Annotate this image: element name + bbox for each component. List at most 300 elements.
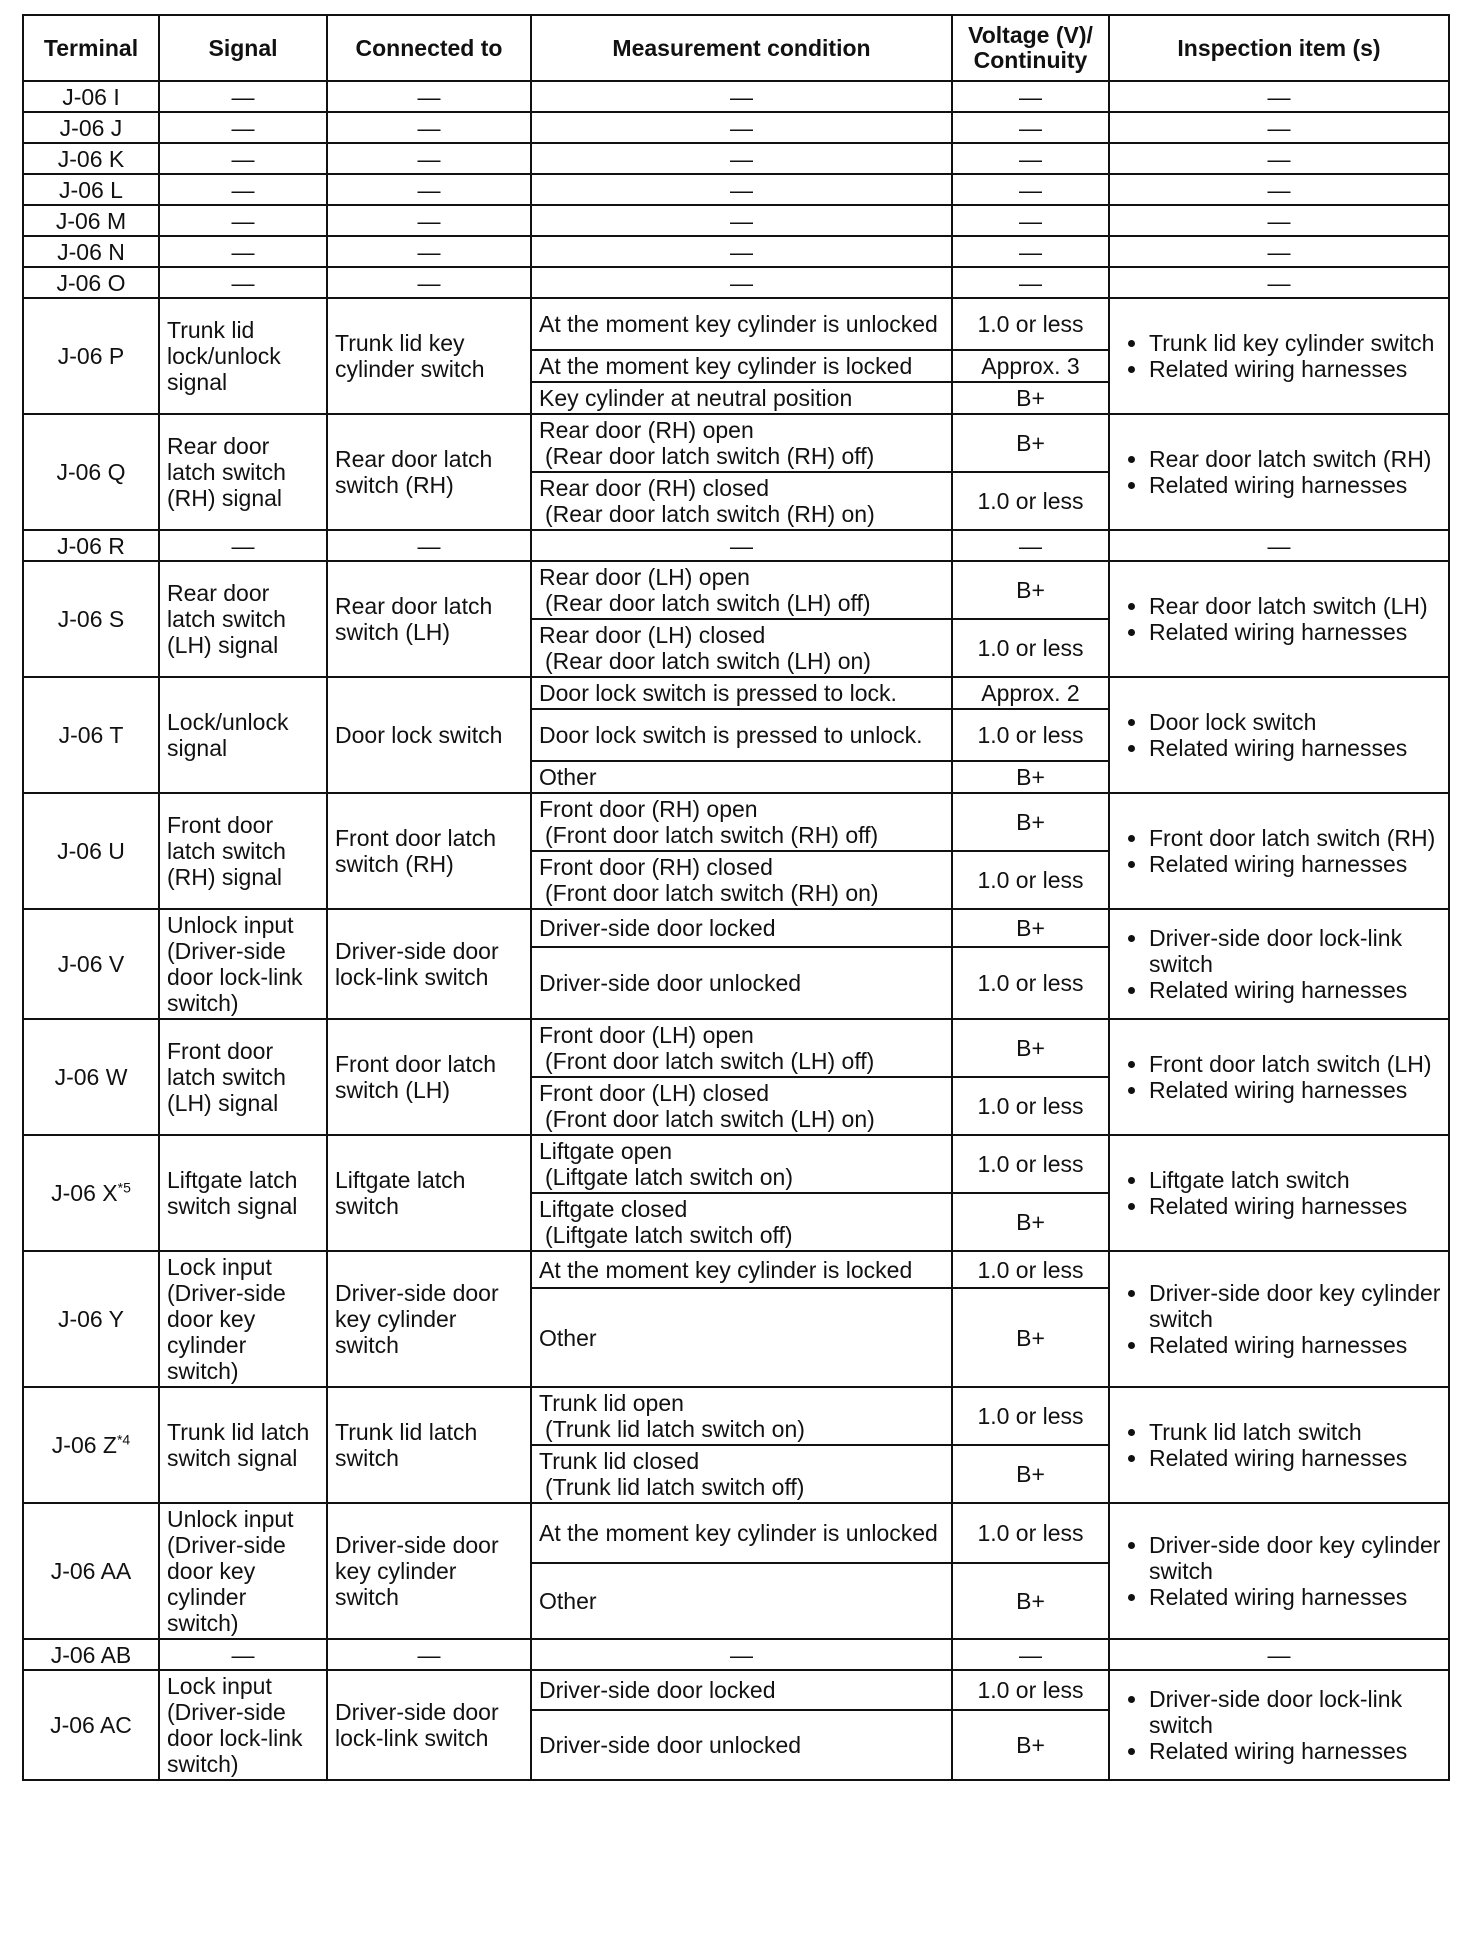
- condition-text: —: [730, 207, 753, 234]
- inspection-item-list: [1117, 709, 1441, 761]
- connected-to-cell: Rear door latch switch (RH): [327, 414, 531, 530]
- terminal-footnote: *4: [116, 1431, 131, 1448]
- connected-to-cell: —: [327, 267, 531, 298]
- signal-cell: —: [159, 143, 327, 174]
- inspection-items-cell: [1109, 81, 1449, 112]
- terminal-cell: [23, 1503, 159, 1639]
- condition-text: At the moment key cylinder is locked: [539, 353, 913, 379]
- inspection-item-list: [1117, 593, 1441, 645]
- condition-text: Other: [539, 1324, 597, 1351]
- condition-text: —: [730, 269, 753, 296]
- inspection-item: • Trunk lid latch switch: [1149, 1419, 1441, 1445]
- table-row: [23, 1503, 1449, 1563]
- measurement-condition-cell: [531, 1503, 952, 1563]
- table-row: [23, 298, 1449, 350]
- voltage-continuity-cell: B+: [952, 761, 1109, 793]
- condition-text: Rear door (LH) closed: [539, 622, 766, 648]
- voltage-continuity-cell: —: [952, 236, 1109, 267]
- signal-cell: Liftgate latch switch signal: [159, 1135, 327, 1251]
- voltage-continuity-cell: 1.0 or less: [952, 1077, 1109, 1135]
- inspection-item-list: [1117, 1280, 1441, 1358]
- measurement-condition-cell: [531, 298, 952, 350]
- signal-cell: Lock/unlock signal: [159, 677, 327, 793]
- table-row: [23, 561, 1449, 619]
- condition-subtext: (Rear door latch switch (RH) off): [545, 443, 875, 469]
- terminal-cell: [23, 1019, 159, 1135]
- inspection-items-cell: [1109, 236, 1449, 267]
- connected-to-cell: Driver-side door lock-link switch: [327, 1670, 531, 1780]
- measurement-condition-cell: [531, 205, 952, 236]
- header-terminal: Terminal: [23, 15, 159, 81]
- measurement-condition-cell: [531, 851, 952, 909]
- terminal-label: J-06 Y: [57, 1306, 125, 1332]
- inspection-item: • Related wiring harnesses: [1149, 851, 1441, 877]
- inspection-items-cell: [1109, 530, 1449, 561]
- inspection-item: —: [1267, 176, 1291, 203]
- inspection-item: • Door lock switch: [1149, 709, 1441, 735]
- measurement-condition-cell: [531, 619, 952, 677]
- voltage-continuity-cell: 1.0 or less: [952, 1670, 1109, 1710]
- condition-text: Trunk lid open: [539, 1390, 684, 1416]
- measurement-condition-cell: [531, 709, 952, 761]
- condition-text: —: [730, 114, 753, 141]
- inspection-item: —: [1267, 532, 1291, 559]
- dash-row: [23, 174, 1449, 205]
- voltage-continuity-cell: B+: [952, 1019, 1109, 1077]
- condition-text: Driver-side door locked: [539, 915, 776, 942]
- condition-subtext: (Front door latch switch (LH) on): [545, 1106, 875, 1132]
- table-row: [23, 1387, 1449, 1445]
- connected-to-cell: —: [327, 112, 531, 143]
- voltage-continuity-cell: —: [952, 530, 1109, 561]
- voltage-continuity-cell: 1.0 or less: [952, 472, 1109, 530]
- terminal-cell: [23, 909, 159, 1019]
- connected-to-cell: —: [327, 81, 531, 112]
- measurement-condition-cell: [531, 414, 952, 472]
- voltage-continuity-cell: 1.0 or less: [952, 947, 1109, 1019]
- measurement-condition-cell: [531, 1251, 952, 1288]
- measurement-condition-cell: [531, 1639, 952, 1670]
- measurement-condition-cell: [531, 561, 952, 619]
- table-row: [23, 909, 1449, 947]
- voltage-continuity-cell: Approx. 2: [952, 677, 1109, 709]
- condition-text: Other: [539, 764, 597, 790]
- header-row: [23, 15, 1449, 81]
- inspection-item: —: [1267, 207, 1291, 234]
- connected-to-cell: —: [327, 205, 531, 236]
- table-row: [23, 1251, 1449, 1288]
- inspection-item: • Related wiring harnesses: [1149, 1332, 1441, 1358]
- inspection-item: • Related wiring harnesses: [1149, 472, 1441, 498]
- voltage-continuity-cell: 1.0 or less: [952, 298, 1109, 350]
- inspection-item: • Driver-side door key cylinder switch: [1149, 1280, 1441, 1332]
- inspection-item: • Related wiring harnesses: [1149, 619, 1441, 645]
- condition-text: Liftgate closed: [539, 1196, 688, 1222]
- condition-text: Driver-side door unlocked: [539, 970, 802, 997]
- inspection-item: • Front door latch switch (LH): [1149, 1051, 1441, 1077]
- voltage-continuity-cell: —: [952, 174, 1109, 205]
- condition-text: —: [730, 532, 753, 559]
- measurement-condition-cell: [531, 267, 952, 298]
- voltage-continuity-cell: —: [952, 1639, 1109, 1670]
- signal-cell: Rear door latch switch (LH) signal: [159, 561, 327, 677]
- inspection-item: —: [1267, 114, 1291, 141]
- dash-row: [23, 236, 1449, 267]
- table-row: [23, 1135, 1449, 1193]
- measurement-condition-cell: [531, 1019, 952, 1077]
- measurement-condition-cell: [531, 1670, 952, 1710]
- terminal-label: J-06 P: [57, 343, 125, 369]
- terminal-cell: [23, 298, 159, 414]
- connected-to-cell: Front door latch switch (LH): [327, 1019, 531, 1135]
- inspection-item: • Driver-side door lock-link switch: [1149, 925, 1441, 977]
- terminal-label: J-06 L: [59, 176, 123, 203]
- voltage-continuity-cell: —: [952, 267, 1109, 298]
- connected-to-cell: Rear door latch switch (LH): [327, 561, 531, 677]
- condition-subtext: (Front door latch switch (RH) on): [545, 880, 879, 906]
- terminal-footnote: *5: [117, 1179, 131, 1196]
- condition-text: At the moment key cylinder is unlocked: [539, 1519, 938, 1546]
- header-measurement-condition: Measurement condition: [531, 15, 952, 81]
- signal-cell: Front door latch switch (LH) signal: [159, 1019, 327, 1135]
- measurement-condition-cell: [531, 1193, 952, 1251]
- terminal-label: J-06 J: [59, 114, 123, 141]
- inspection-items-cell: [1109, 909, 1449, 1019]
- terminal-cell: [23, 236, 159, 267]
- inspection-item: • Liftgate latch switch: [1149, 1167, 1441, 1193]
- terminal-inspection-table: [22, 14, 1450, 1781]
- connected-to-cell: Trunk lid key cylinder switch: [327, 298, 531, 414]
- signal-cell: —: [159, 112, 327, 143]
- inspection-item: • Related wiring harnesses: [1149, 1445, 1441, 1471]
- inspection-items-cell: [1109, 1019, 1449, 1135]
- signal-cell: —: [159, 236, 327, 267]
- condition-text: —: [730, 145, 753, 172]
- measurement-condition-cell: [531, 530, 952, 561]
- connected-to-cell: Driver-side door lock-link switch: [327, 909, 531, 1019]
- inspection-item: —: [1267, 238, 1291, 265]
- voltage-continuity-cell: B+: [952, 414, 1109, 472]
- inspection-items-cell: [1109, 1251, 1449, 1387]
- voltage-continuity-cell: B+: [952, 793, 1109, 851]
- measurement-condition-cell: [531, 1077, 952, 1135]
- condition-text: Front door (LH) closed: [539, 1080, 770, 1106]
- condition-subtext: (Rear door latch switch (LH) off): [545, 590, 871, 616]
- measurement-condition-cell: [531, 143, 952, 174]
- terminal-label: J-06 Z: [51, 1432, 117, 1458]
- inspection-items-cell: [1109, 298, 1449, 414]
- condition-text: Driver-side door unlocked: [539, 1731, 802, 1758]
- dash-row: [23, 205, 1449, 236]
- measurement-condition-cell: [531, 472, 952, 530]
- connected-to-cell: Driver-side door key cylinder switch: [327, 1503, 531, 1639]
- measurement-condition-cell: [531, 1563, 952, 1639]
- condition-subtext: (Trunk lid latch switch on): [545, 1416, 805, 1442]
- signal-cell: —: [159, 81, 327, 112]
- condition-text: —: [730, 176, 753, 203]
- inspection-items-cell: [1109, 112, 1449, 143]
- voltage-continuity-cell: 1.0 or less: [952, 1251, 1109, 1288]
- terminal-label: J-06 W: [54, 1064, 128, 1090]
- voltage-continuity-cell: B+: [952, 1445, 1109, 1503]
- connected-to-cell: —: [327, 236, 531, 267]
- voltage-continuity-cell: 1.0 or less: [952, 1135, 1109, 1193]
- connected-to-cell: Trunk lid latch switch: [327, 1387, 531, 1503]
- voltage-continuity-cell: 1.0 or less: [952, 851, 1109, 909]
- measurement-condition-cell: [531, 793, 952, 851]
- connected-to-cell: —: [327, 143, 531, 174]
- voltage-continuity-cell: 1.0 or less: [952, 619, 1109, 677]
- inspection-item: • Related wiring harnesses: [1149, 977, 1441, 1003]
- voltage-continuity-cell: B+: [952, 382, 1109, 414]
- terminal-cell: [23, 793, 159, 909]
- dash-row: [23, 81, 1449, 112]
- terminal-label: J-06 Q: [56, 459, 126, 485]
- inspection-item: • Related wiring harnesses: [1149, 1738, 1441, 1764]
- voltage-continuity-cell: B+: [952, 1563, 1109, 1639]
- signal-cell: —: [159, 174, 327, 205]
- inspection-item: —: [1267, 145, 1291, 172]
- measurement-condition-cell: [531, 1445, 952, 1503]
- signal-cell: Trunk lid latch switch signal: [159, 1387, 327, 1503]
- condition-text: —: [730, 1641, 753, 1668]
- terminal-cell: [23, 1251, 159, 1387]
- header-voltage-continuity: [952, 15, 1109, 81]
- signal-cell: Unlock input (Driver-side door lock-link switch): [159, 909, 327, 1019]
- inspection-item: • Related wiring harnesses: [1149, 1193, 1441, 1219]
- inspection-item-list: [1117, 446, 1441, 498]
- inspection-item: • Driver-side door key cylinder switch: [1149, 1532, 1441, 1584]
- inspection-items-cell: [1109, 143, 1449, 174]
- inspection-item: • Rear door latch switch (RH): [1149, 446, 1441, 472]
- terminal-label: J-06 O: [56, 269, 126, 296]
- terminal-label: J-06 AA: [50, 1558, 132, 1584]
- inspection-item: • Related wiring harnesses: [1149, 735, 1441, 761]
- inspection-item-list: [1117, 1419, 1441, 1471]
- condition-text: At the moment key cylinder is locked: [539, 1256, 913, 1283]
- inspection-items-cell: [1109, 561, 1449, 677]
- header-signal: Signal: [159, 15, 327, 81]
- inspection-item: —: [1267, 1641, 1291, 1668]
- terminal-cell: [23, 267, 159, 298]
- condition-subtext: (Liftgate latch switch on): [545, 1164, 794, 1190]
- inspection-items-cell: [1109, 1503, 1449, 1639]
- header-connected-to: Connected to: [327, 15, 531, 81]
- inspection-item: • Front door latch switch (RH): [1149, 825, 1441, 851]
- voltage-continuity-cell: B+: [952, 561, 1109, 619]
- terminal-label: J-06 AB: [50, 1641, 132, 1668]
- measurement-condition-cell: [531, 1710, 952, 1780]
- voltage-continuity-cell: 1.0 or less: [952, 1503, 1109, 1563]
- inspection-items-cell: [1109, 677, 1449, 793]
- signal-cell: Front door latch switch (RH) signal: [159, 793, 327, 909]
- header-voltage-line1: Voltage (V)/: [968, 22, 1093, 48]
- condition-text: —: [730, 238, 753, 265]
- inspection-item: • Related wiring harnesses: [1149, 356, 1441, 382]
- terminal-cell: [23, 143, 159, 174]
- terminal-cell: [23, 174, 159, 205]
- terminal-label: J-06 R: [57, 532, 125, 559]
- condition-subtext: (Rear door latch switch (RH) on): [545, 501, 875, 527]
- voltage-continuity-cell: B+: [952, 1710, 1109, 1780]
- signal-cell: Rear door latch switch (RH) signal: [159, 414, 327, 530]
- inspection-items-cell: [1109, 793, 1449, 909]
- inspection-item: • Driver-side door lock-link switch: [1149, 1686, 1441, 1738]
- measurement-condition-cell: [531, 81, 952, 112]
- table-row: [23, 677, 1449, 709]
- condition-text: Front door (RH) open: [539, 796, 758, 822]
- inspection-item: —: [1267, 83, 1291, 110]
- table-row: [23, 414, 1449, 472]
- connected-to-cell: Liftgate latch switch: [327, 1135, 531, 1251]
- condition-subtext: (Front door latch switch (RH) off): [545, 822, 879, 848]
- connected-to-cell: Driver-side door key cylinder switch: [327, 1251, 531, 1387]
- voltage-continuity-cell: Approx. 3: [952, 350, 1109, 382]
- condition-subtext: (Liftgate latch switch off): [545, 1222, 793, 1248]
- inspection-items-cell: [1109, 414, 1449, 530]
- terminal-label: J-06 X: [51, 1180, 118, 1206]
- measurement-condition-cell: [531, 350, 952, 382]
- terminal-cell: [23, 81, 159, 112]
- dash-row: [23, 112, 1449, 143]
- measurement-condition-cell: [531, 947, 952, 1019]
- inspection-item: • Related wiring harnesses: [1149, 1077, 1441, 1103]
- terminal-label: J-06 M: [55, 207, 127, 234]
- terminal-label: J-06 K: [57, 145, 125, 172]
- terminal-label: J-06 I: [62, 83, 120, 110]
- terminal-label: J-06 T: [58, 722, 124, 748]
- condition-text: Front door (RH) closed: [539, 854, 773, 880]
- measurement-condition-cell: [531, 1135, 952, 1193]
- connected-to-cell: —: [327, 1639, 531, 1670]
- inspection-items-cell: [1109, 1670, 1449, 1780]
- inspection-item: • Rear door latch switch (LH): [1149, 593, 1441, 619]
- condition-text: —: [730, 83, 753, 110]
- voltage-continuity-cell: —: [952, 81, 1109, 112]
- measurement-condition-cell: [531, 236, 952, 267]
- voltage-continuity-cell: —: [952, 205, 1109, 236]
- terminal-label: J-06 N: [57, 238, 125, 265]
- signal-cell: Lock input (Driver-side door lock-link switch): [159, 1670, 327, 1780]
- voltage-continuity-cell: B+: [952, 1288, 1109, 1387]
- inspection-items-cell: [1109, 1135, 1449, 1251]
- signal-cell: —: [159, 530, 327, 561]
- condition-text: Key cylinder at neutral position: [539, 385, 853, 411]
- terminal-cell: [23, 1639, 159, 1670]
- terminal-cell: [23, 677, 159, 793]
- inspection-item-list: [1117, 825, 1441, 877]
- condition-subtext: (Trunk lid latch switch off): [545, 1474, 805, 1500]
- measurement-condition-cell: [531, 1288, 952, 1387]
- inspection-items-cell: [1109, 267, 1449, 298]
- connected-to-cell: —: [327, 174, 531, 205]
- dash-row: [23, 530, 1449, 561]
- measurement-condition-cell: [531, 761, 952, 793]
- inspection-table-sheet: [22, 14, 1448, 1781]
- inspection-item-list: [1117, 1167, 1441, 1219]
- measurement-condition-cell: [531, 382, 952, 414]
- measurement-condition-cell: [531, 909, 952, 947]
- terminal-label: J-06 AC: [50, 1712, 132, 1738]
- condition-text: Driver-side door locked: [539, 1676, 776, 1703]
- inspection-item-list: [1117, 1532, 1441, 1610]
- voltage-continuity-cell: B+: [952, 909, 1109, 947]
- inspection-items-cell: [1109, 1387, 1449, 1503]
- signal-cell: —: [159, 267, 327, 298]
- condition-text: Other: [539, 1587, 597, 1614]
- signal-cell: —: [159, 205, 327, 236]
- inspection-item: • Trunk lid key cylinder switch: [1149, 330, 1441, 356]
- table-row: [23, 1019, 1449, 1077]
- terminal-cell: [23, 112, 159, 143]
- dash-row: [23, 143, 1449, 174]
- terminal-label: J-06 U: [57, 838, 125, 864]
- inspection-item-list: [1117, 1051, 1441, 1103]
- inspection-items-cell: [1109, 174, 1449, 205]
- terminal-cell: [23, 414, 159, 530]
- inspection-items-cell: [1109, 1639, 1449, 1670]
- voltage-continuity-cell: 1.0 or less: [952, 1387, 1109, 1445]
- condition-text: Door lock switch is pressed to unlock.: [539, 722, 923, 748]
- inspection-item-list: [1117, 330, 1441, 382]
- condition-text: Front door (LH) open: [539, 1022, 754, 1048]
- condition-text: Rear door (RH) open: [539, 417, 754, 443]
- voltage-continuity-cell: —: [952, 112, 1109, 143]
- terminal-cell: [23, 205, 159, 236]
- connected-to-cell: Front door latch switch (RH): [327, 793, 531, 909]
- condition-text: Trunk lid closed: [539, 1448, 700, 1474]
- terminal-cell: [23, 1135, 159, 1251]
- terminal-label: J-06 S: [57, 606, 125, 632]
- terminal-cell: [23, 1387, 159, 1503]
- measurement-condition-cell: [531, 1387, 952, 1445]
- inspection-item-list: [1117, 1686, 1441, 1764]
- condition-text: Door lock switch is pressed to lock.: [539, 680, 897, 706]
- measurement-condition-cell: [531, 677, 952, 709]
- inspection-item: • Related wiring harnesses: [1149, 1584, 1441, 1610]
- voltage-continuity-cell: —: [952, 143, 1109, 174]
- inspection-item: —: [1267, 269, 1291, 296]
- dash-row: [23, 267, 1449, 298]
- header-inspection-items: Inspection item (s): [1109, 15, 1449, 81]
- condition-text: Liftgate open: [539, 1138, 673, 1164]
- signal-cell: Lock input (Driver-side door key cylinder switch): [159, 1251, 327, 1387]
- inspection-item-list: [1117, 925, 1441, 1003]
- voltage-continuity-cell: B+: [952, 1193, 1109, 1251]
- connected-to-cell: Door lock switch: [327, 677, 531, 793]
- table-body: [23, 81, 1449, 1780]
- header-voltage-line2: Continuity: [973, 47, 1088, 73]
- voltage-continuity-cell: 1.0 or less: [952, 709, 1109, 761]
- terminal-label: J-06 V: [57, 951, 125, 977]
- measurement-condition-cell: [531, 174, 952, 205]
- condition-text: At the moment key cylinder is unlocked: [539, 311, 938, 337]
- signal-cell: Trunk lid lock/unlock signal: [159, 298, 327, 414]
- measurement-condition-cell: [531, 112, 952, 143]
- condition-text: Rear door (LH) open: [539, 564, 750, 590]
- table-row: [23, 1670, 1449, 1710]
- connected-to-cell: —: [327, 530, 531, 561]
- inspection-items-cell: [1109, 205, 1449, 236]
- table-row: [23, 793, 1449, 851]
- signal-cell: Unlock input (Driver-side door key cylinder switch): [159, 1503, 327, 1639]
- signal-cell: —: [159, 1639, 327, 1670]
- condition-text: Rear door (RH) closed: [539, 475, 770, 501]
- terminal-cell: [23, 530, 159, 561]
- condition-subtext: (Front door latch switch (LH) off): [545, 1048, 875, 1074]
- terminal-cell: [23, 1670, 159, 1780]
- terminal-cell: [23, 561, 159, 677]
